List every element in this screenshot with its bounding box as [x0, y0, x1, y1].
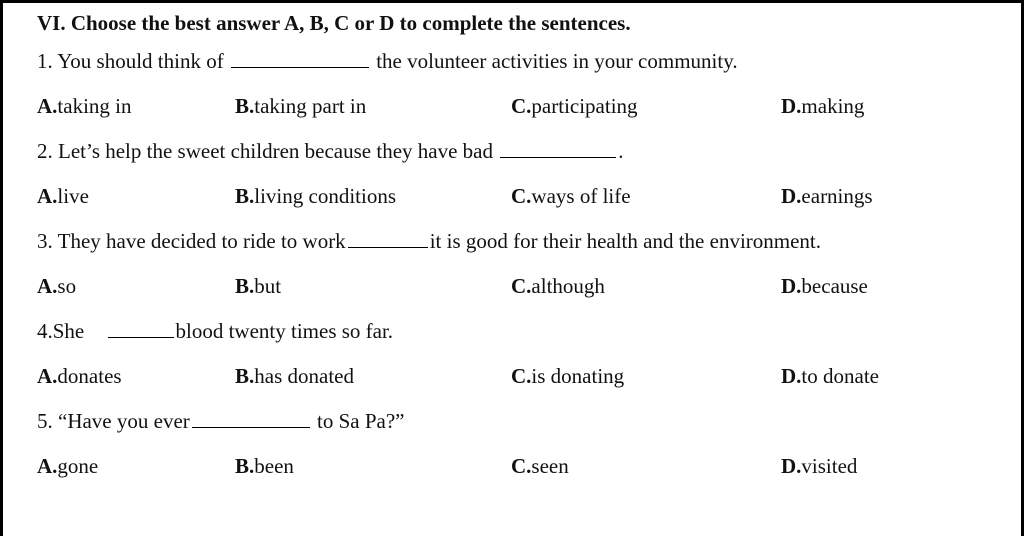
question-2	[37, 139, 624, 164]
exercise-title: VI. Choose the best answer A, B, C or D to complete the sentences.	[37, 11, 631, 35]
question-1-text-before: 1. You should think of	[37, 49, 224, 73]
question-1-text-after: the volunteer activities in your community.	[376, 49, 738, 73]
question-3-option-a: A.so	[37, 274, 77, 298]
question-4-text-after: blood twenty times so far.	[175, 319, 394, 343]
question-5	[37, 409, 405, 434]
question-4-option-d: D.to donate	[781, 364, 879, 388]
question-5-blank	[192, 426, 310, 428]
question-5-option-d: D.visited	[781, 454, 858, 478]
question-4-blank	[108, 336, 174, 338]
question-5-text-after: to Sa Pa?”	[317, 409, 405, 433]
question-2-text-after: .	[618, 139, 624, 163]
question-1-blank	[231, 66, 369, 68]
question-3-option-c: C.although	[511, 274, 605, 298]
question-3-text-after: it is good for their health and the environment.	[429, 229, 822, 253]
question-5-option-b: B.been	[235, 454, 294, 478]
question-4-option-b: B.has donated	[235, 364, 354, 388]
question-3	[37, 229, 821, 254]
question-1	[37, 49, 738, 74]
question-2-text-before: 2. Let’s help the sweet children because they have bad	[37, 139, 493, 163]
question-1-option-b: B.taking part in	[235, 94, 367, 118]
question-2-option-a: A.live	[37, 184, 89, 208]
question-1-option-d: D.making	[781, 94, 865, 118]
question-4-option-c: C.is donating	[511, 364, 625, 388]
question-5-option-c: C.seen	[511, 454, 569, 478]
question-5-text-before: 5. “Have you ever	[37, 409, 190, 433]
question-1-option-c: C.participating	[511, 94, 638, 118]
question-2-option-b: B.living conditions	[235, 184, 397, 208]
question-4	[37, 319, 393, 344]
question-3-blank	[348, 246, 428, 248]
question-2-blank	[500, 156, 616, 158]
question-4-option-a: A.donates	[37, 364, 122, 388]
question-3-option-d: D.because	[781, 274, 868, 298]
question-5-option-a: A.gone	[37, 454, 99, 478]
question-2-option-d: D.earnings	[781, 184, 873, 208]
question-3-option-b: B.but	[235, 274, 282, 298]
question-2-option-c: C.ways of life	[511, 184, 631, 208]
question-3-text-before: 3. They have decided to ride to work	[37, 229, 346, 253]
question-4-text-before: 4.She	[37, 319, 85, 343]
question-1-option-a: A.taking in	[37, 94, 132, 118]
